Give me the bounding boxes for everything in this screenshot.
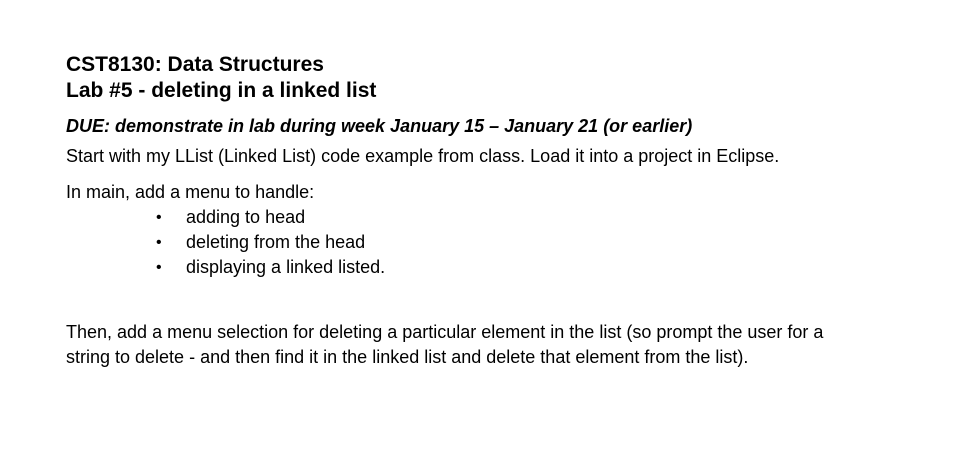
document-page bbox=[66, 52, 926, 370]
list-item-text: adding to head bbox=[186, 207, 306, 227]
intro-paragraph: Start with my LList (Linked List) code example from class. Load it into a project in Eclipse. bbox=[66, 146, 780, 166]
bullet-icon: • bbox=[156, 209, 162, 226]
list-item bbox=[150, 205, 926, 230]
course-title: CST8130: Data Structures bbox=[66, 53, 324, 76]
due-date: DUE: demonstrate in lab during week January 15 – January 21 (or earlier) bbox=[66, 116, 693, 136]
list-item bbox=[150, 230, 926, 255]
list-item-text: displaying a linked listed. bbox=[186, 257, 386, 277]
lab-title: Lab #5 - deleting in a linked list bbox=[66, 79, 377, 102]
list-item-text: deleting from the head bbox=[186, 232, 366, 252]
closing-paragraph: Then, add a menu selection for deleting a particular element in the list (so prompt the user for a string to delete - and then find it in the linked list and delete that element from the list). bbox=[66, 322, 824, 367]
bullet-icon: • bbox=[156, 234, 162, 251]
list-item bbox=[150, 255, 926, 280]
menu-item-list bbox=[66, 205, 926, 280]
menu-intro-text: In main, add a menu to handle: bbox=[66, 182, 315, 202]
bullet-icon: • bbox=[156, 259, 162, 276]
